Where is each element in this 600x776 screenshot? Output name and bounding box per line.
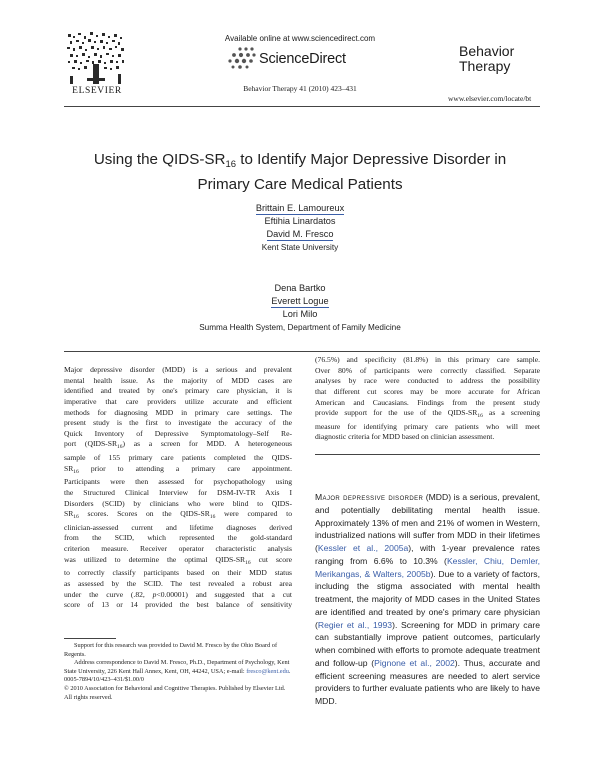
journal-url[interactable]: www.elsevier.com/locate/bt: [448, 94, 532, 103]
availability-note: Available online at www.sciencedirect.com: [224, 34, 376, 43]
abstract-line: criterion measure. Receiver operator characteristic analysis: [64, 544, 292, 553]
footnotes: [64, 642, 292, 702]
author-name: Eftihia Linardatos: [264, 216, 336, 226]
abstract-line: present study is the first to investigate the accuracy of the: [64, 418, 292, 428]
subscript: 16: [209, 514, 216, 521]
abstract-line: under the curve (.82, p<0.00001) and suggested that a cut: [64, 589, 292, 599]
abstract-line: diagnostic criteria for MDD based on clinician assessment.: [315, 432, 495, 442]
subscript: 16: [73, 468, 79, 475]
correspondence-end: .: [288, 667, 291, 675]
citation-link[interactable]: Pignone et al., 2002: [374, 657, 455, 668]
affiliation: Kent State University: [261, 243, 339, 252]
author-name: Lori Milo: [282, 309, 318, 319]
abstract-line: $SR_{16}$ scores. Scores on the QIDS-$SR_{16}$ were compared to: [64, 509, 292, 521]
abstract-line: identified and treated by one's primary care physician, it is: [64, 386, 292, 396]
citation-link[interactable]: Regier et al., 1993: [317, 619, 393, 630]
lead-smallcaps: Major depressive disorder: [315, 492, 424, 502]
abstract-line: port $(QIDS-SR_{16})$ as a screen for MDD. A heterogeneous: [64, 439, 292, 451]
author-link[interactable]: David M. Fresco: [266, 229, 334, 239]
publisher-name: ELSEVIER: [72, 86, 122, 96]
abstract-line: from the SCID, which represented the gold-standard: [64, 533, 292, 543]
journal-logo: [459, 44, 514, 74]
correspondence-text: Address correspondence to David M. Fresco, Ph.D., Department of Psychology, Kent State University, 226 Kent Hall Annex, Kent, OH, 44242, USA; e-mail:: [64, 659, 290, 675]
abstract-divider: [64, 351, 540, 352]
abstract-line: $SR_{16}$ prior to attending a primary care appointment.: [64, 463, 292, 475]
abstract-line: methods for diagnosing MDD in primary care settings. The: [64, 407, 292, 417]
body-text: ), with 1-year prevalence rates ranging from 6.6% to 10.3% (: [315, 543, 540, 566]
sciencedirect-dots-icon: [226, 46, 258, 72]
subscript: 16: [73, 514, 79, 521]
abstract-left-column: [64, 365, 292, 611]
author-name: Dena Bartko: [274, 283, 326, 293]
abstract-end-divider: [315, 454, 540, 455]
abstract-line: was utilized to determine the optimal QIDS-$SR_{16}$ cut score: [64, 554, 292, 566]
affiliation: Summa Health System, Department of Family Medicine: [199, 323, 401, 332]
footnote-divider: [64, 638, 116, 639]
citation-link[interactable]: Kessler, Chiu, Demler, Merikangas, & Walters, 2005b: [315, 555, 541, 579]
abstract-line: the Structured Clinical Interview for DSM-IV-TR Axis I: [64, 487, 292, 497]
abstract-line: score of 13 or 14 provided the best balance of sensitivity: [64, 600, 292, 610]
author-link[interactable]: Everett Logue: [271, 296, 329, 306]
abstract-line: measure for identifying primary care patients who will meet: [315, 421, 540, 431]
abstract-line: Quick Inventory of Depressive Symptomatology–Self Re-: [64, 428, 292, 438]
title-part: Using the QIDS-SR: [93, 151, 226, 168]
issn: 0005-7894/10/423–431/$1.00/0: [64, 676, 144, 684]
body-text: (MDD) is a serious, prevalent, and potentially debilitating mental health issue. Approximately 13% of men and 21% of women in Western, industrialized nations will suffer from MDD in their lifetimes (: [315, 492, 540, 553]
body-text: ). Thus, accurate and efficient screening measures are needed to alert service providers to further evaluate patients who are likely to have MDD.: [315, 657, 540, 706]
title-subscript: 16: [225, 159, 237, 170]
abstract-line: Over 80% of participants were correctly classified. Separate: [315, 365, 540, 375]
abstract-line: Participants were then assessed for psychopathology using: [64, 477, 292, 487]
funding-note: Support for this research was provided to David M. Fresco by the Ohio Board of Regents.: [64, 642, 278, 658]
abstract-line: sample of 155 primary care patients completed the QIDS-: [64, 453, 292, 462]
author-link[interactable]: Brittain E. Lamoureux: [255, 203, 345, 213]
abstract-line: provide support for the use of the QIDS-$SR_{16}$ as a screening: [315, 408, 540, 420]
journal-logo-line: Behavior: [459, 43, 515, 59]
abstract-line: (76.5%) and specificity (81.8%) in this primary care sample.: [315, 355, 540, 364]
correspondence-note: [64, 659, 292, 676]
abstract-line: clinician-assessed current and lifetime diagnoses derived: [64, 522, 292, 532]
author-group: [100, 202, 500, 254]
abstract-line: to correctly classify participants based on their MDD status: [64, 568, 292, 578]
author-group: [100, 282, 500, 334]
subscript: 16: [117, 444, 123, 451]
abstract-line: imperative that care providers utilize accurate and efficient: [64, 396, 292, 406]
journal-logo-line: Therapy: [459, 58, 511, 74]
citation-link[interactable]: Kessler et al., 2005a: [317, 543, 409, 553]
abstract-line: American and Caucasians. Findings from the present study: [315, 397, 540, 407]
title-part: Primary Care Medical Patients: [197, 176, 403, 193]
abstract-right-column: [315, 355, 540, 443]
abstract-line: Major depressive disorder (MDD) is a serious and prevalent: [64, 365, 292, 374]
journal-citation: Behavior Therapy 41 (2010) 423–431: [243, 84, 357, 93]
email-link[interactable]: fresco@kent.edu: [246, 667, 289, 675]
article-title: [40, 150, 560, 195]
title-part: to Identify Major Depressive Disorder in: [236, 151, 507, 168]
elsevier-tree-icon: [64, 30, 128, 86]
abstract-line: that different cut scores may be more accurate for African: [315, 386, 540, 396]
copyright: © 2010 Association for Behavioral and Cognitive Therapies. Published by Elsevier Ltd. All rights reserved.: [64, 684, 286, 701]
body-text: ). Screening for MDD in primary care can substantially improve patient outcomes, particularly when combined with efforts to promote adequate treatment and follow-up (: [315, 619, 540, 668]
abstract-line: mental health issue. As the majority of MDD cases are: [64, 375, 292, 385]
abstract-line: Disorders (SCID) by clinicians who were blind to QIDS-: [64, 498, 292, 508]
abstract-line: as assessed by the SCID. The test revealed a robust area: [64, 578, 292, 588]
header-divider: [64, 106, 540, 107]
sciencedirect-wordmark: ScienceDirect: [259, 51, 346, 67]
subscript: 16: [477, 413, 483, 420]
body-text: ). Due to a variety of factors, including the stigma associated with mental health treatment, the majority of MDD cases in the United States are identified and treated by one's primary care physician (: [315, 568, 540, 630]
abstract-line: analyses by race were conducted to address the possibility: [315, 376, 540, 386]
subscript: 16: [245, 559, 251, 566]
body-paragraph: [315, 491, 540, 708]
